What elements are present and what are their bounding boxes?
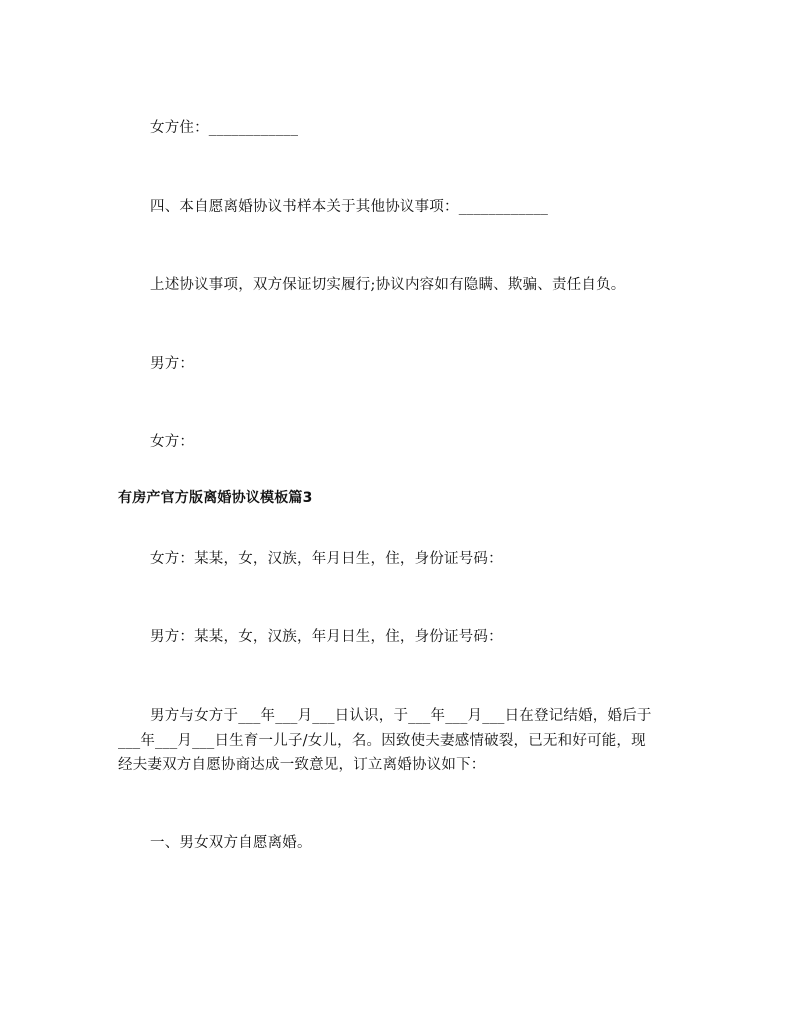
paragraph-male-info: 男方：某某，女，汉族，年月日生，住，身份证号码： (150, 629, 503, 645)
paragraph-section-four: 四、本自愿离婚协议书样本关于其他协议事项：____________ (150, 199, 549, 215)
paragraph-marriage-line1: 男方与女方于___年___月___日认识，于___年___月___日在登记结婚，婚后于 (150, 708, 652, 724)
paragraph-female-info: 女方：某某，女，汉族，年月日生，住，身份证号码： (150, 551, 503, 567)
paragraph-female-residence: 女方住：____________ (150, 120, 299, 136)
paragraph-marriage-line2: ___年___月___日生育一儿子/女儿，名。因致使夫妻感情破裂，已无和好可能，现 (118, 733, 646, 749)
section-heading: 有房产官方版离婚协议模板篇3 (118, 490, 313, 506)
paragraph-clause-one: 一、男女双方自愿离婚。 (150, 835, 312, 851)
signature-male-label: 男方： (150, 356, 195, 372)
signature-female-label: 女方： (150, 434, 195, 450)
paragraph-marriage-line3: 经夫妻双方自愿协商达成一致意见，订立离婚协议如下： (118, 757, 486, 773)
paragraph-guarantee: 上述协议事项，双方保证切实履行;协议内容如有隐瞒、欺骗、责任自负。 (150, 277, 626, 293)
